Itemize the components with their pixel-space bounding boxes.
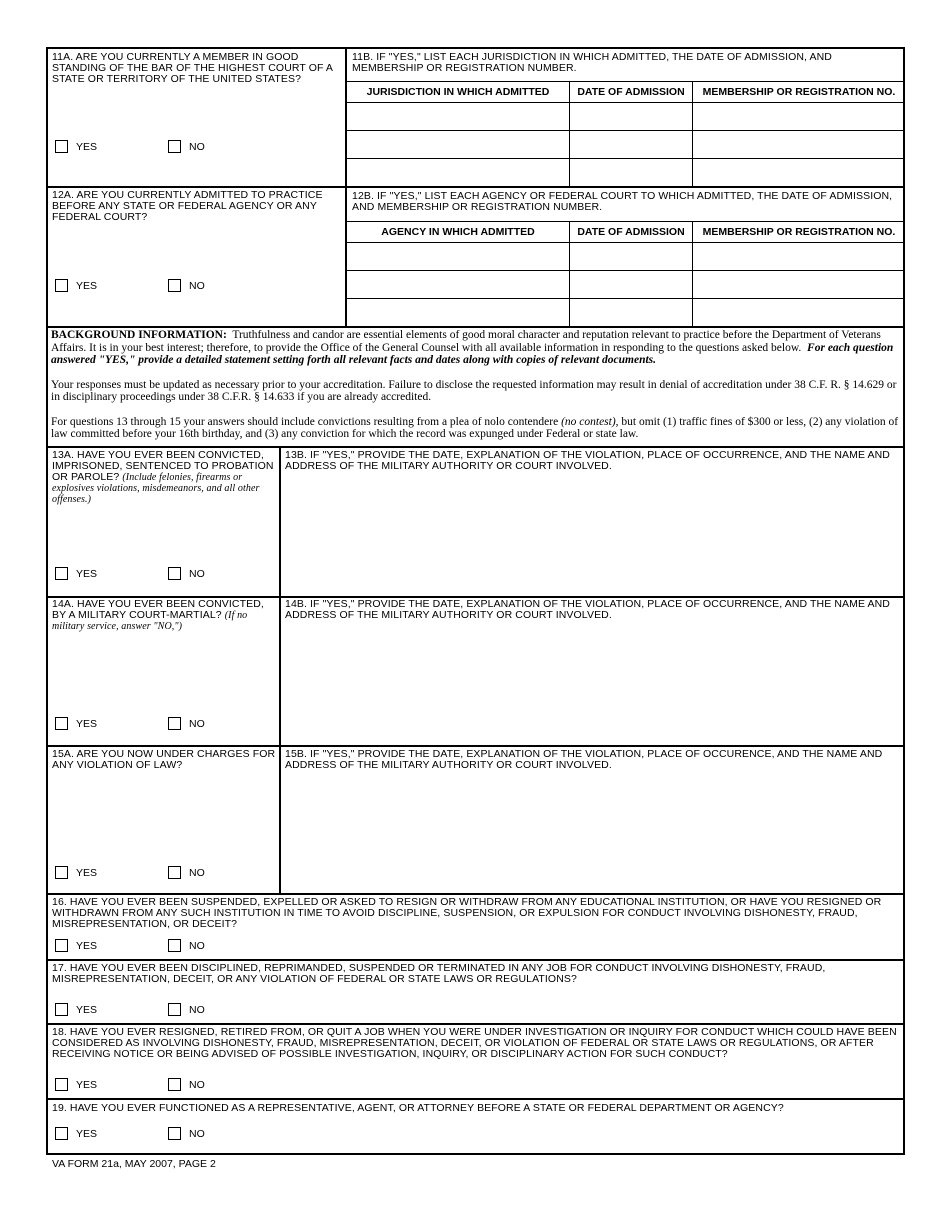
agency-input[interactable]	[348, 244, 567, 269]
table-cell[interactable]	[348, 300, 567, 325]
date-input[interactable]	[571, 104, 690, 129]
column-header-jurisdiction: JURISDICTION IN WHICH ADMITTED	[366, 86, 550, 98]
checkbox-label: NO	[189, 717, 205, 730]
agency-input[interactable]	[348, 300, 567, 325]
column-header-membership: MEMBERSHIP OR REGISTRATION NO.	[702, 226, 896, 238]
divider	[346, 242, 905, 243]
checkbox-label: NO	[189, 567, 205, 580]
table-cell[interactable]	[348, 160, 567, 185]
checkbox-box[interactable]	[168, 717, 181, 730]
q18-no-checkbox[interactable]	[168, 1078, 205, 1091]
date-input[interactable]	[571, 300, 690, 325]
divider	[47, 1023, 905, 1025]
date-input[interactable]	[571, 272, 690, 297]
answer-area[interactable]	[285, 774, 901, 891]
jurisdiction-input[interactable]	[348, 160, 567, 185]
table-cell[interactable]	[348, 244, 567, 269]
checkbox-label: NO	[189, 1127, 205, 1140]
q15-yes-checkbox[interactable]	[55, 866, 97, 879]
table-cell[interactable]	[571, 272, 690, 297]
checkbox-box[interactable]	[55, 939, 68, 952]
membership-input[interactable]	[694, 272, 903, 297]
q14-explanation-input[interactable]	[285, 624, 901, 742]
q17-yes-checkbox[interactable]	[55, 1003, 97, 1016]
q16-yes-checkbox[interactable]	[55, 939, 97, 952]
checkbox-label: NO	[189, 140, 205, 153]
checkbox-box[interactable]	[55, 567, 68, 580]
checkbox-box[interactable]	[168, 866, 181, 879]
agency-input[interactable]	[348, 272, 567, 297]
table-cell[interactable]	[571, 300, 690, 325]
question-13a	[52, 450, 276, 505]
checkbox-box[interactable]	[55, 1078, 68, 1091]
divider	[47, 959, 905, 961]
q19-yes-checkbox[interactable]	[55, 1127, 97, 1140]
q19-no-checkbox[interactable]	[168, 1127, 205, 1140]
checkbox-box[interactable]	[55, 140, 68, 153]
divider	[47, 1098, 905, 1100]
table-cell[interactable]	[348, 104, 567, 129]
table-cell[interactable]	[694, 132, 903, 157]
checkbox-label: YES	[76, 1003, 98, 1016]
divider	[47, 446, 905, 448]
answer-area[interactable]	[285, 475, 901, 593]
membership-input[interactable]	[694, 132, 903, 157]
checkbox-label: YES	[76, 1127, 98, 1140]
q12-no-checkbox[interactable]	[168, 279, 205, 292]
divider	[346, 81, 905, 82]
answer-area[interactable]	[285, 624, 901, 742]
question-11b: 11B. IF "YES," LIST EACH JURISDICTION IN WHICH ADMITTED, THE DATE OF ADMISSION, AND MEMBERSHIP OR REGISTRATION NUMBER.	[352, 51, 832, 74]
question-15b: 15B. IF "YES," PROVIDE THE DATE, EXPLANATION OF THE VIOLATION, PLACE OF OCCURENCE, AND THE NAME AND ADDRESS OF THE MILITARY AUTHORITY OR COURT INVOLVED.	[285, 748, 883, 771]
background-text: For questions 13 through 15 your answers should include convictions resulting from a plea of nolo contendere	[51, 415, 559, 428]
divider	[346, 221, 905, 222]
checkbox-label: NO	[189, 939, 205, 952]
divider	[346, 270, 905, 271]
divider	[47, 745, 905, 747]
divider	[346, 102, 905, 103]
table-cell[interactable]	[694, 244, 903, 269]
column-header-date: DATE OF ADMISSION	[577, 86, 685, 98]
background-heading: BACKGROUND INFORMATION:	[51, 329, 227, 341]
column-header-agency: AGENCY IN WHICH ADMITTED	[381, 226, 535, 238]
membership-input[interactable]	[694, 104, 903, 129]
question-15a: 15A. ARE YOU NOW UNDER CHARGES FOR ANY VIOLATION OF LAW?	[52, 748, 276, 771]
checkbox-label: NO	[189, 1078, 205, 1091]
table-cell[interactable]	[571, 132, 690, 157]
question-13b: 13B. IF "YES," PROVIDE THE DATE, EXPLANATION OF THE VIOLATION, PLACE OF OCCURRENCE, AND THE NAME AND ADDRESS OF THE MILITARY AUTHORITY OR COURT INVOLVED.	[285, 449, 890, 472]
checkbox-label: YES	[76, 140, 98, 153]
checkbox-label: YES	[76, 567, 98, 580]
q14-no-checkbox[interactable]	[168, 717, 205, 730]
q13-no-checkbox[interactable]	[168, 567, 205, 580]
jurisdiction-input[interactable]	[348, 104, 567, 129]
question-17: 17. HAVE YOU EVER BEEN DISCIPLINED, REPRIMANDED, SUSPENDED OR TERMINATED IN ANY JOB FOR CONDUCT INVOLVING DISHONESTY, FRAUD, MISREPRESENTATION, DECEIT, OR ANY VIOLATION OF FEDERAL OR STATE LAWS OR REGULATIONS?	[52, 962, 826, 985]
background-text: Truthfulness and candor are essential elements of good moral character and reputation relevant to practice before the Department of Veterans Affairs. It is in your best interest; therefore, to provide the Office of the General Counsel with all available information in responding to the questions asked below.	[51, 329, 881, 354]
checkbox-box[interactable]	[55, 717, 68, 730]
question-14b: 14B. IF "YES," PROVIDE THE DATE, EXPLANATION OF THE VIOLATION, PLACE OF OCCURRENCE, AND THE NAME AND ADDRESS OF THE MILITARY AUTHORITY OR COURT INVOLVED.	[285, 598, 890, 621]
checkbox-label: NO	[189, 866, 205, 879]
checkbox-label: YES	[76, 866, 98, 879]
background-text: , but omit (1) traffic fines of $300 or less, (2) any violation of law committed before your 16th birthday, and (3) any conviction for which the record was expunged under Federal or state law.	[51, 415, 899, 440]
checkbox-label: NO	[189, 1003, 205, 1016]
question-11a: 11A. ARE YOU CURRENTLY A MEMBER IN GOOD STANDING OF THE BAR OF THE HIGHEST COURT OF A STATE OR TERRITORY OF THE UNITED STATES?	[52, 51, 333, 85]
checkbox-label: YES	[76, 1078, 98, 1091]
table-cell[interactable]	[571, 160, 690, 185]
checkbox-label: YES	[76, 939, 98, 952]
membership-input[interactable]	[694, 300, 903, 325]
table-cell[interactable]	[348, 132, 567, 157]
date-input[interactable]	[571, 160, 690, 185]
background-information	[51, 329, 901, 441]
checkbox-box[interactable]	[168, 1003, 181, 1016]
form-footer: VA FORM 21a, MAY 2007, PAGE 2	[52, 1158, 216, 1170]
q11-yes-checkbox[interactable]	[55, 140, 97, 153]
question-text: 13A. HAVE YOU EVER BEEN CONVICTED, IMPRISONED, SENTENCED TO PROBATION OR PAROLE?	[52, 449, 274, 483]
q12-yes-checkbox[interactable]	[55, 279, 97, 292]
checkbox-box[interactable]	[168, 567, 181, 580]
checkbox-box[interactable]	[168, 279, 181, 292]
date-input[interactable]	[571, 244, 690, 269]
table-cell[interactable]	[694, 300, 903, 325]
membership-input[interactable]	[694, 244, 903, 269]
checkbox-box[interactable]	[168, 140, 181, 153]
divider	[279, 447, 281, 894]
table-cell[interactable]	[694, 272, 903, 297]
q18-yes-checkbox[interactable]	[55, 1078, 97, 1091]
divider	[47, 326, 905, 328]
background-italic: (no contest)	[561, 415, 616, 428]
checkbox-label: YES	[76, 717, 98, 730]
q11-no-checkbox[interactable]	[168, 140, 205, 153]
checkbox-box[interactable]	[168, 1127, 181, 1140]
membership-input[interactable]	[694, 160, 903, 185]
question-note: (If no military service, answer "NO,")	[52, 610, 248, 632]
checkbox-label: NO	[189, 279, 205, 292]
checkbox-label: YES	[76, 279, 98, 292]
divider	[346, 298, 905, 299]
checkbox-box[interactable]	[168, 939, 181, 952]
divider	[346, 130, 905, 131]
q15-explanation-input[interactable]	[285, 774, 901, 891]
question-16: 16. HAVE YOU EVER BEEN SUSPENDED, EXPELLED OR ASKED TO RESIGN OR WITHDRAW FROM ANY EDUCATIONAL INSTITUTION, OR HAVE YOU RESIGNED OR WITHDRAWN FROM ANY SUCH INSTITUTION IN TIME TO AVOID DISCIPLINE, SUSPENSION, OR EXPULSION FOR CONDUCT INVOLVING DISHONESTY, FRAUD, MISREPRESENTATION, OR DECEIT?	[52, 896, 882, 930]
column-header-date: DATE OF ADMISSION	[577, 226, 685, 238]
question-14a	[52, 599, 276, 632]
q17-no-checkbox[interactable]	[168, 1003, 205, 1016]
table-cell[interactable]	[694, 160, 903, 185]
divider	[346, 158, 905, 159]
date-input[interactable]	[571, 132, 690, 157]
question-12a: 12A. ARE YOU CURRENTLY ADMITTED TO PRACTICE BEFORE ANY STATE OR FEDERAL AGENCY OR ANY FEDERAL COURT?	[52, 189, 323, 223]
question-12b: 12B. IF "YES," LIST EACH AGENCY OR FEDERAL COURT TO WHICH ADMITTED, THE DATE OF ADMISSION, AND MEMBERSHIP OR REGISTRATION NUMBER.	[352, 190, 893, 213]
column-header-membership: MEMBERSHIP OR REGISTRATION NO.	[702, 86, 896, 98]
checkbox-box[interactable]	[55, 279, 68, 292]
question-19: 19. HAVE YOU EVER FUNCTIONED AS A REPRESENTATIVE, AGENT, OR ATTORNEY BEFORE A STATE OR FEDERAL DEPARTMENT OR AGENCY?	[52, 1102, 784, 1114]
question-text: 14A. HAVE YOU EVER BEEN CONVICTED, BY A MILITARY COURT-MARTIAL?	[52, 598, 264, 621]
q14-yes-checkbox[interactable]	[55, 717, 97, 730]
question-note: (Include felonies, firearms or explosives violations, misdemeanors, and all other offenses.)	[52, 472, 260, 505]
table-cell[interactable]	[571, 104, 690, 129]
jurisdiction-input[interactable]	[348, 132, 567, 157]
q13-explanation-input[interactable]	[285, 475, 901, 593]
checkbox-box[interactable]	[55, 1003, 68, 1016]
divider	[47, 186, 905, 188]
checkbox-box[interactable]	[55, 866, 68, 879]
background-paragraph-1	[51, 329, 901, 367]
question-18: 18. HAVE YOU EVER RESIGNED, RETIRED FROM, OR QUIT A JOB WHEN YOU WERE UNDER INVESTIGATION OR INQUIRY FOR CONDUCT WHICH COULD HAVE BEEN CONSIDERED AS INVOLVING DISHONESTY, FRAUD, MISREPRESENTATION, DECEIT, OR VIOLATION OF FEDERAL OR STATE LAWS OR REGULATIONS, OR AFTER RECEIVING NOTICE OR BEING ADVISED OF POSSIBLE INVESTIGATION, INQUIRY, OR DISCIPLINARY ACTION FOR SUCH CONDUCT?	[52, 1026, 897, 1060]
q15-no-checkbox[interactable]	[168, 866, 205, 879]
checkbox-box[interactable]	[168, 1078, 181, 1091]
table-cell[interactable]	[571, 244, 690, 269]
q16-no-checkbox[interactable]	[168, 939, 205, 952]
table-cell[interactable]	[348, 272, 567, 297]
checkbox-box[interactable]	[55, 1127, 68, 1140]
background-paragraph-2: Your responses must be updated as necessary prior to your accreditation. Failure to disclose the requested information may result in denial of accreditation under 38 C.F. R. § 14.629 or in disciplinary proceedings under 38 C.F.R. § 14.633 if you are already accredited.	[51, 378, 897, 403]
background-paragraph-3	[51, 416, 901, 441]
background-emphasis: For each question answered "YES," provide a detailed statement setting forth all relevant facts and dates along with copies of relevant documents.	[51, 341, 894, 366]
q13-yes-checkbox[interactable]	[55, 567, 97, 580]
table-cell[interactable]	[694, 104, 903, 129]
divider	[47, 893, 905, 895]
